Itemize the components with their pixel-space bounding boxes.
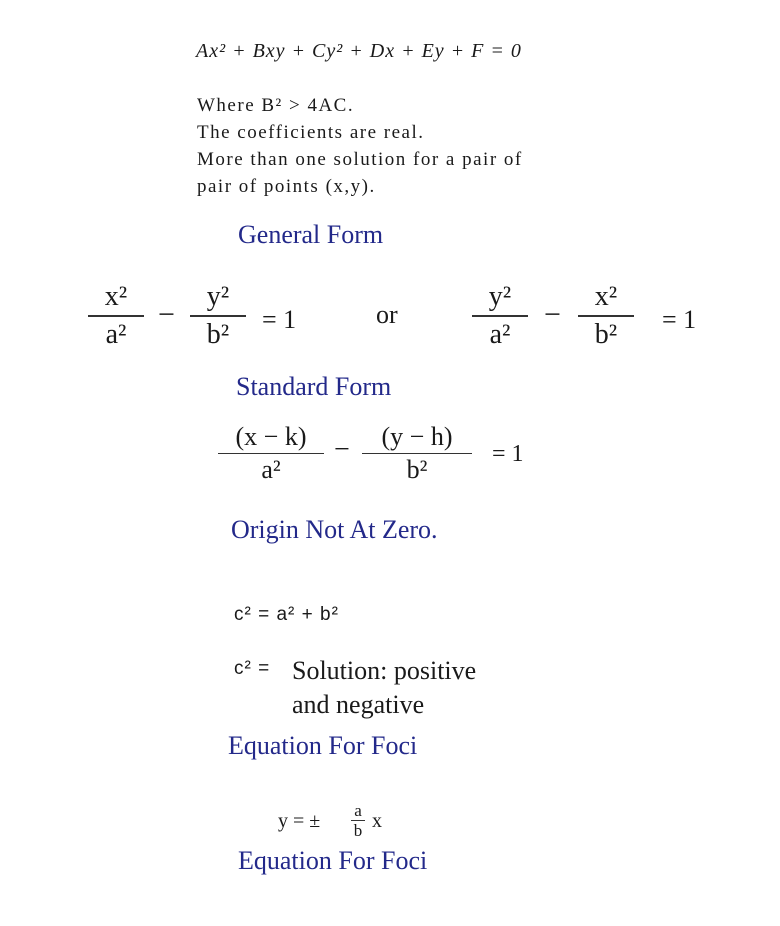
asymptote-fraction bbox=[350, 802, 366, 839]
foci-solution bbox=[292, 654, 476, 722]
std-fraction-3-num: y² bbox=[488, 281, 512, 312]
shifted-fraction-1-num: (x − k) bbox=[235, 422, 307, 451]
heading-origin-not-at-zero: Origin Not At Zero. bbox=[231, 515, 438, 544]
std-fraction-4-den: b² bbox=[594, 319, 618, 350]
std-fraction-2-den: b² bbox=[206, 319, 230, 350]
shifted-fraction-2-num: (y − h) bbox=[381, 422, 453, 451]
std-fraction-4-num: x² bbox=[594, 281, 618, 312]
heading-equation-for-foci-2: Equation For Foci bbox=[238, 846, 428, 875]
std-equals-2: = 1 bbox=[662, 305, 697, 334]
std-fraction-4 bbox=[578, 283, 634, 349]
shifted-fraction-1 bbox=[218, 424, 324, 483]
std-minus-1: − bbox=[158, 298, 175, 331]
asymptote-den: b bbox=[353, 821, 363, 840]
condition-line-2: The coefficients are real. bbox=[197, 122, 425, 143]
std-fraction-3 bbox=[472, 283, 528, 349]
foci-equation-2-lhs: c² = bbox=[234, 658, 271, 679]
condition-line-1: Where B² > 4AC. bbox=[197, 95, 355, 116]
std-fraction-3-den: a² bbox=[489, 319, 511, 350]
shifted-fraction-2-den: b² bbox=[406, 455, 428, 484]
shifted-fraction-1-den: a² bbox=[261, 455, 281, 484]
std-fraction-1-den: a² bbox=[105, 319, 127, 350]
asymptote-rhs: x bbox=[372, 810, 382, 832]
shifted-minus: − bbox=[334, 434, 350, 465]
std-fraction-1-num: x² bbox=[104, 281, 128, 312]
std-fraction-1 bbox=[88, 283, 144, 349]
conditions-block bbox=[197, 92, 523, 200]
std-equals-1: = 1 bbox=[262, 305, 297, 334]
shifted-fraction-2 bbox=[362, 424, 472, 483]
std-or: or bbox=[376, 300, 398, 329]
std-minus-2: − bbox=[544, 298, 561, 331]
heading-equation-for-foci-1: Equation For Foci bbox=[228, 731, 418, 760]
heading-general-form: General Form bbox=[238, 220, 384, 249]
foci-equation-1: c² = a² + b² bbox=[234, 604, 339, 625]
foci-solution-line-1: Solution: positive bbox=[292, 656, 477, 685]
asymptote-num: a bbox=[354, 801, 362, 820]
std-fraction-2-num: y² bbox=[206, 281, 230, 312]
condition-line-3: More than one solution for a pair of bbox=[197, 149, 523, 170]
std-fraction-2 bbox=[190, 283, 246, 349]
foci-solution-line-2: and negative bbox=[292, 690, 425, 719]
heading-standard-form: Standard Form bbox=[236, 372, 392, 401]
asymptote-lhs: y = ± bbox=[278, 810, 321, 832]
general-equation: Ax² + Bxy + Cy² + Dx + Ey + F = 0 bbox=[196, 40, 522, 62]
condition-line-4: pair of points (x,y). bbox=[197, 176, 376, 197]
shifted-equals: = 1 bbox=[492, 441, 524, 467]
